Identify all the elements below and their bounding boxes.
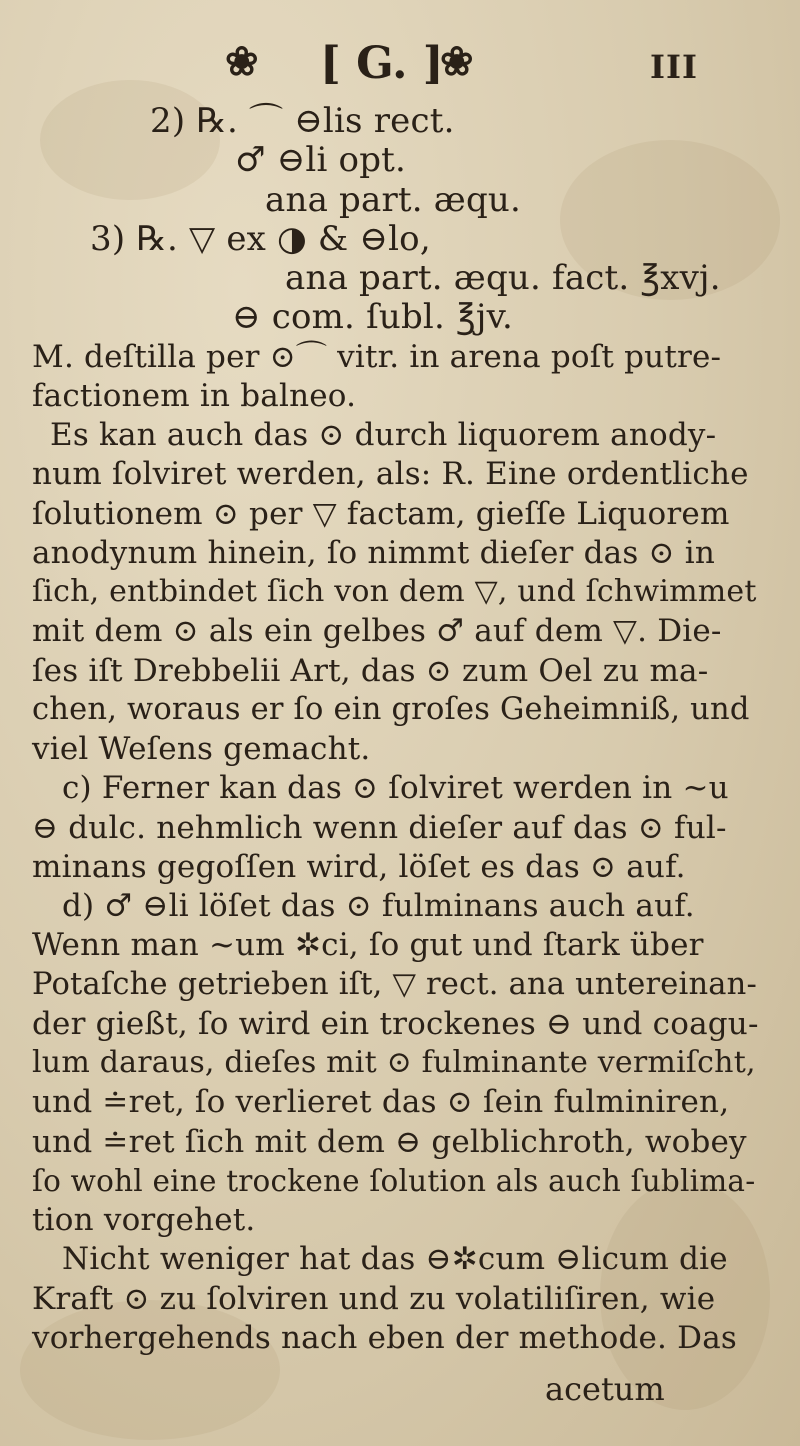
text-line: mit dem ⊙ als ein gelbes ♂ auf dem ▽. Die-: [32, 613, 722, 649]
text-line: Potaſche getrieben iſt, ▽ rect. ana untereinan-: [32, 967, 758, 1002]
text-line: ♂ ⊖li opt.: [235, 140, 407, 180]
text-line: ſich, entbindet ſich von dem ▽, und ſchwimmet: [32, 574, 757, 609]
text-line: ana part. æqu.: [265, 180, 522, 220]
text-line: Nicht weniger hat das ⊖✲cum ⊖licum die: [62, 1241, 728, 1277]
text-line: num ſolviret werden, als: R. Eine ordentliche: [32, 456, 749, 492]
ornament-left: ❀: [225, 38, 261, 85]
text-line: tion vorgehet.: [32, 1202, 256, 1238]
text-line: ſes iſt Drebbelii Art, das ⊙ zum Oel zu ma-: [32, 653, 709, 689]
text-line: 2) ℞. ⌒ ⊖lis rect.: [150, 101, 455, 141]
text-line: und ≐ret, ſo verlieret das ⊙ ſein fulminiren,: [32, 1084, 730, 1120]
text-line: vorhergehends nach eben der methode. Das: [32, 1320, 738, 1356]
text-line: der gießt, ſo wird ein trockenes ⊖ und coagu-: [32, 1006, 759, 1042]
text-line: 3) ℞. ▽ ex ◑ & ⊖lo,: [90, 219, 431, 259]
catchword: acetum: [545, 1370, 665, 1408]
text-line: anodynum hinein, ſo nimmt dieſer das ⊙ in: [32, 535, 715, 571]
text-line: c) Ferner kan das ⊙ ſolviret werden in ~u: [62, 770, 729, 806]
text-line: d) ♂ ⊖li löſet das ⊙ fulminans auch auf.: [62, 888, 695, 924]
text-line: ſo wohl eine trockene ſolution als auch ſublima-: [32, 1164, 756, 1198]
text-line: chen, woraus er ſo ein groſes Geheimniß, und: [32, 692, 750, 727]
signature-mark: [ G. ]: [320, 38, 444, 89]
ornament-right: ❀: [440, 38, 476, 85]
page-header: [0, 30, 800, 90]
text-line: ana part. æqu. fact. ℥xvj.: [285, 258, 721, 298]
text-line: viel Weſens gemacht.: [32, 731, 371, 767]
text-line: factionem in balneo.: [32, 378, 357, 414]
text-line: Kraft ⊙ zu ſolviren und zu volatiliſiren, wie: [32, 1281, 716, 1317]
text-line: und ≐ret ſich mit dem ⊖ gelblichroth, wobey: [32, 1124, 747, 1160]
text-line: ſolutionem ⊙ per ▽ factam, gieſſe Liquorem: [32, 496, 730, 532]
page-number: III: [650, 48, 698, 86]
text-line: M. deſtilla per ⊙⌒ vitr. in arena poſt putre-: [32, 339, 722, 375]
text-line: ⊖ dulc. nehmlich wenn dieſer auf das ⊙ ful-: [32, 810, 727, 846]
text-line: Es kan auch das ⊙ durch liquorem anody-: [50, 417, 717, 453]
text-line: lum daraus, dieſes mit ⊙ fulminante vermiſcht,: [32, 1045, 756, 1080]
text-line: Wenn man ~um ✲ci, ſo gut und ſtark über: [32, 927, 704, 963]
text-line: ⊖ com. ſubl. ℥jv.: [232, 297, 513, 337]
text-line: minans gegoſſen wird, löſet es das ⊙ auf.: [32, 849, 686, 885]
